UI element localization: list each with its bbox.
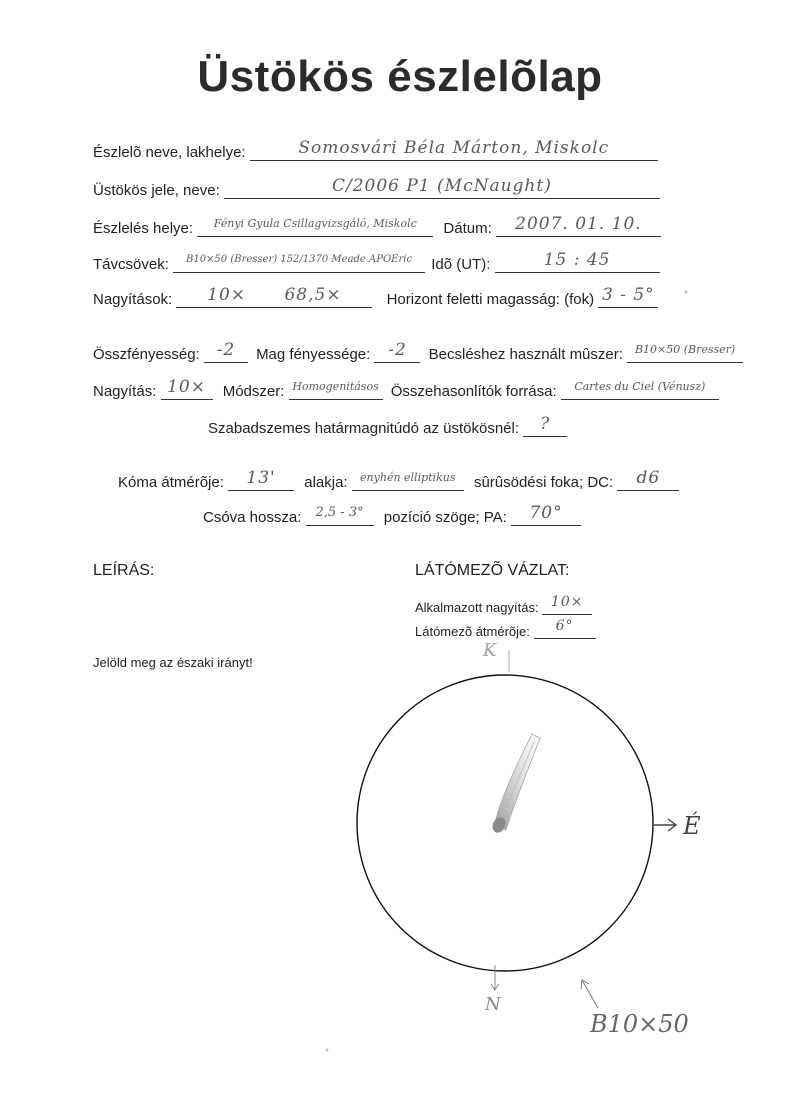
tail-length-label: Csóva hossza: [203,509,302,526]
comet-field[interactable]: C/2006 P1 (McNaught) [224,176,660,199]
method-field[interactable]: Homogenitásos [289,377,383,400]
observer-label: Észlelõ neve, lakhelye: [93,144,246,161]
date-field[interactable]: 2007. 01. 10. [496,214,661,237]
altitude-field[interactable]: 3 - 5° [598,285,658,308]
dc-label: sûrûsödési foka; DC: [473,474,614,491]
time-label: Idõ (UT): [431,256,491,273]
smudge-dot [326,1049,329,1052]
sketch-mag-label: Alkalmazott nagyítás: [415,600,539,615]
total-brightness-field[interactable]: -2 [204,340,248,363]
comparison-source-field[interactable]: Cartes du Ciel (Vénusz) [561,377,719,400]
sketch-fov-field[interactable]: 6° [534,616,596,639]
telescopes-label: Távcsövek: [93,256,169,273]
pa-label: pozíció szöge; PA: [383,509,507,526]
time-field[interactable]: 15 : 45 [495,250,660,273]
comparison-source-label: Összehasonlítók forrása: [390,383,557,400]
coma-diameter-field[interactable]: 13' [228,468,294,491]
tail-length-field[interactable]: 2,5 - 3° [306,503,374,526]
comet-label: Üstökös jele, neve: [93,182,220,199]
telescopes-field[interactable]: B10×50 (Bresser) 152/1370 Meade APOEric [173,250,425,273]
page-title: Üstökös észlelõlap [197,52,603,101]
magnification-field[interactable]: 10× [161,377,213,400]
altitude-label: Horizont feletti magasság: (fok) [386,291,595,308]
magnification-label: Nagyítás: [93,383,157,400]
direction-east-label: É [683,812,701,840]
north-instruction: Jelöld meg az északi irányt! [93,655,253,670]
instrument-label: Becsléshez használt mûszer: [428,346,623,363]
location-field[interactable]: Fényi Gyula Csillagvizsgáló, Miskolc [197,214,433,237]
description-heading: LEÍRÁS: [93,562,155,579]
sketch-mag-field[interactable]: 10× [542,592,592,615]
smudge-dot [685,291,688,294]
date-label: Dátum: [443,220,492,237]
pa-field[interactable]: 70° [511,503,581,526]
total-brightness-label: Összfényesség: [93,346,200,363]
instrument-note: B10×50 [590,1010,689,1038]
coma-diameter-label: Kóma átmérõje: [118,474,224,491]
coma-shape-label: alakja: [304,474,348,491]
magnifications-field[interactable]: 10× 68,5× [176,285,372,308]
core-brightness-label: Mag fényessége: [256,346,371,363]
instrument-field[interactable]: B10×50 (Bresser) [627,340,743,363]
tail-streak [500,742,534,822]
method-label: Módszer: [222,383,285,400]
observer-field[interactable]: Somosvári Béla Márton, Miskolc [250,138,658,161]
sketch-fov-label: Látómezõ átmérõje: [415,624,530,639]
direction-top-label: K [483,640,497,661]
location-label: Észlelés helye: [93,220,194,237]
dc-field[interactable]: d6 [617,468,679,491]
limit-field[interactable]: ? [523,414,567,437]
limit-label: Szabadszemes határmagnitúdó az üstökösnél: [208,420,520,437]
coma-shape-field[interactable]: enyhén elliptikus [352,468,464,491]
core-brightness-field[interactable]: -2 [374,340,420,363]
direction-bottom-label: N [485,994,501,1015]
pointer-arrow-icon [582,980,598,1008]
sketch-heading: LÁTÓMEZÕ VÁZLAT: [415,562,570,579]
magnifications-label: Nagyítások: [93,291,173,308]
